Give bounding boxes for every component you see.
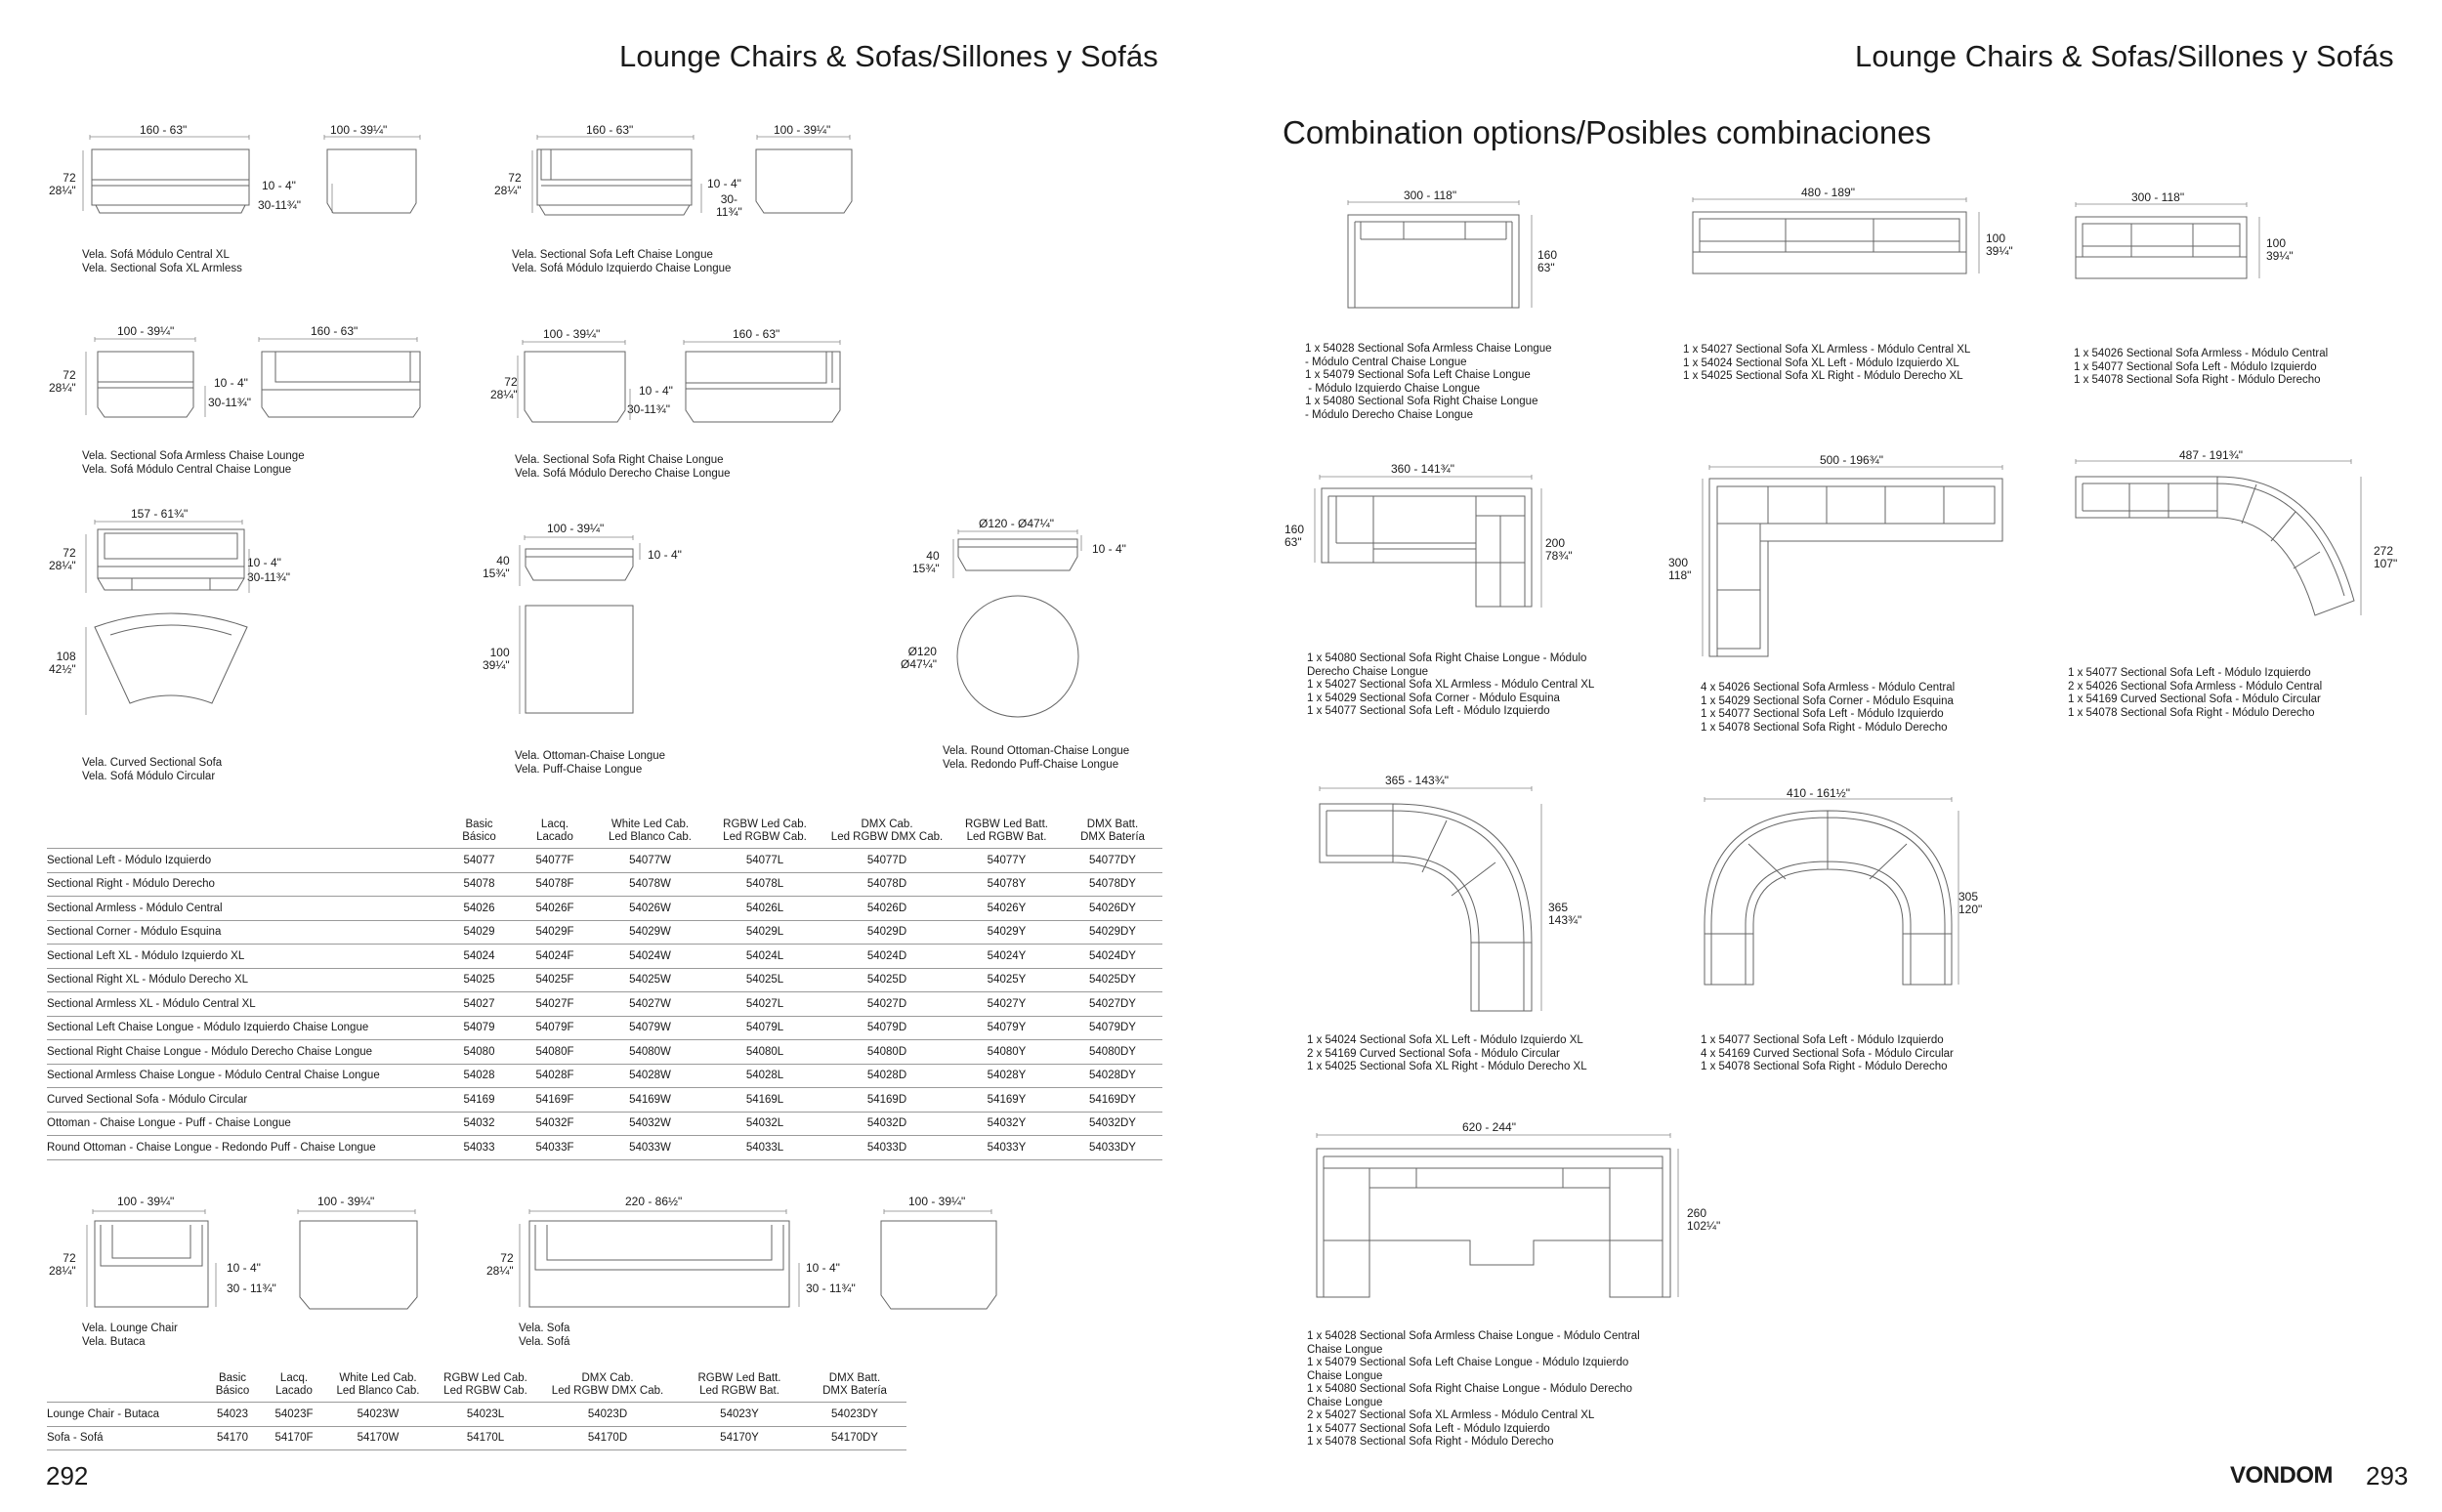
product-code-cell: 54024Y: [950, 945, 1063, 969]
combo-2-drawing: [1688, 197, 1991, 280]
combo-3-list: 1 x 54026 Sectional Sofa Armless - Módulo Central 1 x 54077 Sectional Sofa Left - Módulo Izquierdo 1 x 54078 Sectional Sofa Right - Módulo Derecho: [2074, 348, 2329, 386]
caption-central-xl: Vela. Sofá Módulo Central XL Vela. Sectional Sofa XL Armless: [82, 249, 242, 274]
product-code-cell: 54032: [442, 1112, 516, 1136]
dim-height: 72 28¼": [494, 171, 522, 197]
product-code-cell: 54027W: [594, 992, 706, 1017]
product-name-cell: Sectional Right - Módulo Derecho: [47, 872, 442, 897]
drawing-lounge-chair: [83, 1209, 425, 1317]
table-body: [47, 849, 1162, 1160]
product-code-cell: 54026D: [823, 897, 950, 921]
table-row: [47, 1016, 1162, 1040]
product-name-cell: Sectional Right XL - Módulo Derecho XL: [47, 968, 442, 992]
product-code-cell: 54023W: [324, 1403, 432, 1427]
product-code-cell: 54032Y: [950, 1112, 1063, 1136]
dim-depth: 100 - 39¼": [330, 123, 388, 137]
combo-2-list: 1 x 54027 Sectional Sofa XL Armless - Módulo Central XL 1 x 54024 Sectional Sofa XL Left - Módulo Izquierdo XL 1 x 54025 Sectional Sofa XL Right - Módulo Derecho XL: [1683, 344, 1971, 382]
product-code-cell: 54029DY: [1063, 920, 1162, 945]
product-code-cell: 54080Y: [950, 1040, 1063, 1065]
product-code-cell: 54079F: [516, 1016, 594, 1040]
combo-9-list: 1 x 54028 Sectional Sofa Armless Chaise Longue - Módulo Central Chaise Longue 1 x 54079 Sectional Sofa Left Chaise Longue - Módulo Izquierdo Chaise Longue 1 x 54080 Sectional Sofa Right Chaise Longue - Módulo Derecho Chaise Longue 2 x 54027 Sectional Sofa XL Armless - Módulo Central XL 1 x 54077 Sectional Sofa Left - Módulo Izquierdo 1 x 54078 Sectional Sofa Right - Módulo Derecho: [1307, 1330, 1640, 1448]
product-code-cell: 54033DY: [1063, 1136, 1162, 1160]
combo-4-width: 360 - 141¾": [1391, 462, 1454, 476]
table-row: [47, 968, 1162, 992]
product-code-cell: 54032D: [823, 1112, 950, 1136]
product-code-cell: 54025: [442, 968, 516, 992]
lounge-code-table: [47, 1372, 906, 1450]
col-header-white-led: White Led Cab. Led Blanco Cab.: [608, 819, 693, 843]
dim-diameter: Ø120 - Ø47¼": [979, 517, 1054, 530]
combo-7-width: 365 - 143¾": [1385, 774, 1449, 787]
caption-armless-chaise: Vela. Sectional Sofa Armless Chaise Lounge Vela. Sofá Módulo Central Chaise Longue: [82, 450, 305, 476]
product-code-cell: 54027Y: [950, 992, 1063, 1017]
product-code-cell: 54027D: [823, 992, 950, 1017]
product-code-cell: 54078: [442, 872, 516, 897]
col-header-white-led: White Led Cab. Led Blanco Cab.: [336, 1372, 420, 1397]
dim-diameter-side: Ø120 Ø47¼": [901, 645, 937, 671]
dim-height: 40 15¾": [912, 549, 940, 575]
col-header-lacquered: Lacq. Lacado: [536, 819, 573, 843]
combo-6-list: 1 x 54077 Sectional Sofa Left - Módulo Izquierdo 2 x 54026 Sectional Sofa Armless - Módulo Central 1 x 54169 Curved Sectional Sofa - Módulo Circular 1 x 54078 Sectional Sofa Right - Módulo Derecho: [2068, 667, 2323, 719]
drawing-armless-chaise: [83, 337, 425, 425]
product-code-cell: 54078D: [823, 872, 950, 897]
combo-7-drawing: [1315, 786, 1549, 1016]
dim-depth: 100 - 39¼": [317, 1195, 375, 1208]
combination-title: Combination options/Posibles combinaciones: [1283, 114, 1932, 150]
caption-right-chaise: Vela. Sectional Sofa Right Chaise Longue Vela. Sofá Módulo Derecho Chaise Longue: [515, 454, 731, 480]
combo-3-drawing: [2071, 202, 2266, 285]
product-code-cell: 54169: [442, 1088, 516, 1113]
product-code-cell: 54169DY: [1063, 1088, 1162, 1113]
dim-height: 40 15¾": [483, 554, 510, 580]
combo-8-width: 410 - 161½": [1787, 786, 1850, 800]
dim-height: 72 28¼": [49, 1251, 76, 1278]
dim-width: 100 - 39¼": [547, 522, 605, 535]
left-page-title: Lounge Chairs & Sofas/Sillones y Sofás: [619, 39, 1158, 73]
product-code-cell: 54080: [442, 1040, 516, 1065]
product-code-cell: 54024: [442, 945, 516, 969]
right-page-title: Lounge Chairs & Sofas/Sillones y Sofás: [1855, 39, 2394, 73]
page-number-right: 293: [2366, 1461, 2409, 1491]
combo-6-drawing: [2071, 459, 2374, 625]
product-code-cell: 54032DY: [1063, 1112, 1162, 1136]
combo-5-list: 4 x 54026 Sectional Sofa Armless - Módulo Central 1 x 54029 Sectional Sofa Corner - Módulo Esquina 1 x 54077 Sectional Sofa Left - Módulo Izquierdo 1 x 54078 Sectional Sofa Right - Módulo Derecho: [1701, 682, 1956, 734]
dim-seat: 10 - 4": [227, 1261, 261, 1275]
product-name-cell: Sectional Corner - Módulo Esquina: [47, 920, 442, 945]
product-code-cell: 54027DY: [1063, 992, 1162, 1017]
dim-seat-height: 30-11¾": [627, 402, 671, 416]
product-code-cell: 54026W: [594, 897, 706, 921]
dim-height: 72 28¼": [49, 368, 76, 395]
product-code-cell: 54079L: [706, 1016, 823, 1040]
product-code-cell: 54025D: [823, 968, 950, 992]
product-code-cell: 54024L: [706, 945, 823, 969]
col-header-dmx: DMX Cab. Led RGBW DMX Cab.: [830, 819, 944, 843]
col-header-basic: Basic Básico: [215, 1372, 250, 1397]
dim-height: 72 28¼": [49, 171, 76, 197]
product-code-cell: 54170: [201, 1426, 264, 1450]
dim-width: 100 - 39¼": [117, 1195, 175, 1208]
drawing-sofa: [518, 1209, 1006, 1317]
product-name-cell: Sectional Left - Módulo Izquierdo: [47, 849, 442, 873]
combo-6-depth: 272 107": [2374, 544, 2398, 570]
product-name-cell: Sectional Armless Chaise Longue - Módulo Central Chaise Longue: [47, 1064, 442, 1088]
product-code-cell: 54169F: [516, 1088, 594, 1113]
product-code-cell: 54077D: [823, 849, 950, 873]
product-code-cell: 54023Y: [676, 1403, 803, 1427]
drawing-left-chaise: [527, 135, 860, 223]
col-header-name: [47, 819, 442, 849]
product-code-cell: 54029D: [823, 920, 950, 945]
product-code-cell: 54024F: [516, 945, 594, 969]
product-code-cell: 54023DY: [803, 1403, 906, 1427]
product-code-cell: 54025Y: [950, 968, 1063, 992]
table-row: [47, 897, 1162, 921]
table-row: [47, 920, 1162, 945]
product-code-cell: 54028DY: [1063, 1064, 1162, 1088]
product-code-cell: 54028Y: [950, 1064, 1063, 1088]
combo-8-list: 1 x 54077 Sectional Sofa Left - Módulo Izquierdo 4 x 54169 Curved Sectional Sofa - Módulo Circular 1 x 54078 Sectional Sofa Right - Módulo Derecho: [1701, 1034, 1954, 1072]
product-code-cell: 54033Y: [950, 1136, 1063, 1160]
col-header-rgbw-batt: RGBW Led Batt. Led RGBW Bat.: [964, 819, 1048, 843]
combo-6-width: 487 - 191¾": [2179, 448, 2243, 462]
product-code-cell: 54029W: [594, 920, 706, 945]
drawing-curved: [83, 520, 259, 764]
product-code-cell: 54026F: [516, 897, 594, 921]
product-code-cell: 54026Y: [950, 897, 1063, 921]
combo-5-depth: 300 118": [1668, 556, 1692, 582]
table-row: [47, 1064, 1162, 1088]
dim-seat-height: 30 - 11¾": [227, 1281, 276, 1295]
product-code-cell: 54170F: [264, 1426, 324, 1450]
dim-seat-height: 30-11¾": [247, 570, 291, 584]
product-code-cell: 54078Y: [950, 872, 1063, 897]
dim-seat: 10 - 4": [262, 179, 296, 192]
product-code-cell: 54077: [442, 849, 516, 873]
combo-2-width: 480 - 189": [1801, 186, 1855, 199]
product-code-cell: 54080D: [823, 1040, 950, 1065]
table-row: [47, 992, 1162, 1017]
table-row: [47, 1112, 1162, 1136]
dim-width: 160 - 63": [733, 327, 780, 341]
product-code-cell: 54079W: [594, 1016, 706, 1040]
product-code-cell: 54078DY: [1063, 872, 1162, 897]
dim-height: 72 28¼": [49, 546, 76, 572]
product-code-cell: 54170D: [539, 1426, 676, 1450]
product-code-cell: 54025F: [516, 968, 594, 992]
combo-5-drawing: [1700, 465, 2012, 660]
dim-seat: 10 - 4": [247, 556, 281, 569]
combo-3-depth: 100 39¼": [2266, 236, 2294, 263]
product-code-cell: 54029Y: [950, 920, 1063, 945]
drawing-central-xl: [78, 135, 430, 223]
col-header-lacquered: Lacq. Lacado: [275, 1372, 313, 1397]
dim-depth: 100 - 39¼": [117, 324, 175, 338]
col-header-rgbw-batt: RGBW Led Batt. Led RGBW Bat.: [697, 1372, 781, 1397]
product-code-cell: 54027F: [516, 992, 594, 1017]
product-code-cell: 54028L: [706, 1064, 823, 1088]
col-header-dmx-batt: DMX Batt. DMX Batería: [822, 1372, 887, 1397]
product-code-cell: 54025W: [594, 968, 706, 992]
dim-width: 220 - 86½": [625, 1195, 683, 1208]
product-code-cell: 54079DY: [1063, 1016, 1162, 1040]
product-code-cell: 54023L: [432, 1403, 539, 1427]
dim-seat: 10 - 4": [707, 177, 741, 190]
dim-depth: 108 42½": [49, 650, 76, 676]
table-row: [47, 1040, 1162, 1065]
dim-depth: 100 - 39¼": [543, 327, 601, 341]
product-name-cell: Sofa - Sofá: [47, 1426, 201, 1450]
product-code-cell: 54029F: [516, 920, 594, 945]
product-code-cell: 54079Y: [950, 1016, 1063, 1040]
product-name-cell: Sectional Armless XL - Módulo Central XL: [47, 992, 442, 1017]
product-code-cell: 54077F: [516, 849, 594, 873]
dim-depth: 100 - 39¼": [908, 1195, 966, 1208]
product-code-cell: 54032F: [516, 1112, 594, 1136]
table-row: [47, 849, 1162, 873]
col-header-basic: Basic Básico: [462, 819, 496, 843]
product-code-cell: 54079D: [823, 1016, 950, 1040]
dim-width: 157 - 61¾": [131, 507, 189, 521]
caption-curved: Vela. Curved Sectional Sofa Vela. Sofá Módulo Circular: [82, 757, 223, 782]
combo-9-drawing: [1309, 1133, 1680, 1304]
dim-seat-height: 30-11¾": [258, 198, 302, 212]
product-name-cell: Lounge Chair - Butaca: [47, 1403, 201, 1427]
product-code-cell: 54023: [201, 1403, 264, 1427]
product-code-cell: 54077DY: [1063, 849, 1162, 873]
product-code-cell: 54033: [442, 1136, 516, 1160]
combo-7-depth: 365 143¾": [1548, 901, 1582, 927]
product-code-cell: 54080F: [516, 1040, 594, 1065]
product-code-cell: 54025L: [706, 968, 823, 992]
product-code-cell: 54032L: [706, 1112, 823, 1136]
table-row: [47, 1136, 1162, 1160]
combo-4-left-depth: 160 63": [1284, 523, 1305, 549]
product-name-cell: Sectional Armless - Módulo Central: [47, 897, 442, 921]
product-code-cell: 54026DY: [1063, 897, 1162, 921]
caption-lounge-chair: Vela. Lounge Chair Vela. Butaca: [82, 1323, 178, 1348]
product-code-cell: 54080W: [594, 1040, 706, 1065]
product-code-cell: 54029: [442, 920, 516, 945]
drawing-ottoman: [518, 535, 654, 721]
dim-height: 72 28¼": [486, 1251, 514, 1278]
product-code-cell: 54029L: [706, 920, 823, 945]
product-code-cell: 54028W: [594, 1064, 706, 1088]
product-name-cell: Sectional Left XL - Módulo Izquierdo XL: [47, 945, 442, 969]
combo-1-drawing: [1343, 200, 1538, 313]
product-code-cell: 54169D: [823, 1088, 950, 1113]
combo-2-depth: 100 39¼": [1986, 231, 2013, 258]
dim-width: 160 - 63": [311, 324, 358, 338]
product-code-cell: 54027: [442, 992, 516, 1017]
product-code-cell: 54170L: [432, 1426, 539, 1450]
dim-seat: 10 - 4": [648, 548, 682, 562]
product-code-cell: 54078L: [706, 872, 823, 897]
col-header-name: [47, 1372, 201, 1403]
dim-seat-height: 30-11¾": [208, 396, 252, 409]
product-name-cell: Curved Sectional Sofa - Módulo Circular: [47, 1088, 442, 1113]
product-code-cell: 54077Y: [950, 849, 1063, 873]
drawing-right-chaise: [518, 340, 850, 428]
product-code-cell: 54033D: [823, 1136, 950, 1160]
dim-seat-height: 30 - 11¾": [806, 1281, 856, 1295]
product-code-cell: 54170W: [324, 1426, 432, 1450]
caption-sofa: Vela. Sofa Vela. Sofá: [519, 1323, 570, 1348]
product-code-cell: 54023D: [539, 1403, 676, 1427]
product-name-cell: Ottoman - Chaise Longue - Puff - Chaise Longue: [47, 1112, 442, 1136]
table-row: [47, 1426, 906, 1450]
product-code-cell: 54027L: [706, 992, 823, 1017]
dim-width: 160 - 63": [586, 123, 634, 137]
combo-8-drawing: [1700, 797, 1963, 992]
dim-seat: 10 - 4": [639, 384, 673, 398]
product-code-cell: 54169L: [706, 1088, 823, 1113]
combo-1-list: 1 x 54028 Sectional Sofa Armless Chaise Longue - Módulo Central Chaise Longue 1 x 54079 Sectional Sofa Left Chaise Longue - Módulo Izquierdo Chaise Longue 1 x 54080 Sectional Sofa Right Chaise Longue - Módulo Derecho Chaise Longue: [1305, 343, 1552, 421]
product-code-cell: 54078W: [594, 872, 706, 897]
col-header-dmx-batt: DMX Batt. DMX Batería: [1080, 819, 1145, 843]
combo-8-depth: 305 120": [1958, 890, 1983, 916]
combo-5-width: 500 - 196¾": [1820, 453, 1883, 467]
dim-seat: 10 - 4": [806, 1261, 840, 1275]
product-code-cell: 54080DY: [1063, 1040, 1162, 1065]
table-row: [47, 1403, 906, 1427]
dim-seat: 10 - 4": [214, 376, 248, 390]
product-code-cell: 54079: [442, 1016, 516, 1040]
table-row: [47, 945, 1162, 969]
combo-7-list: 1 x 54024 Sectional Sofa XL Left - Módulo Izquierdo XL 2 x 54169 Curved Sectional Sofa - Módulo Circular 1 x 54025 Sectional Sofa XL Right - Módulo Derecho XL: [1307, 1034, 1587, 1072]
table-row: [47, 872, 1162, 897]
dim-depth: 100 - 39¼": [774, 123, 831, 137]
product-code-cell: 54028F: [516, 1064, 594, 1088]
product-code-cell: 54032W: [594, 1112, 706, 1136]
col-header-rgbw-led: RGBW Led Cab. Led RGBW Cab.: [723, 819, 807, 843]
page-number-left: 292: [46, 1461, 89, 1491]
product-code-cell: 54023F: [264, 1403, 324, 1427]
product-code-cell: 54024W: [594, 945, 706, 969]
product-code-cell: 54078F: [516, 872, 594, 897]
table-header-row: [47, 1372, 906, 1403]
product-code-cell: 54170Y: [676, 1426, 803, 1450]
drawing-round-ottoman: [952, 529, 1094, 725]
table-body: [47, 1403, 906, 1450]
combo-4-depth: 200 78¾": [1545, 536, 1573, 563]
product-name-cell: Sectional Right Chaise Longue - Módulo Derecho Chaise Longue: [47, 1040, 442, 1065]
col-header-rgbw-led: RGBW Led Cab. Led RGBW Cab.: [443, 1372, 527, 1397]
combo-9-width: 620 - 244": [1462, 1120, 1516, 1134]
brand-logo: VONDOM: [2230, 1462, 2333, 1489]
product-code-cell: 54080L: [706, 1040, 823, 1065]
product-code-cell: 54024D: [823, 945, 950, 969]
caption-left-chaise: Vela. Sectional Sofa Left Chaise Longue Vela. Sofá Módulo Izquierdo Chaise Longue: [512, 249, 732, 274]
dim-height: 72 28¼": [490, 375, 518, 401]
product-code-cell: 54026L: [706, 897, 823, 921]
combo-9-depth: 260 102¼": [1687, 1206, 1721, 1233]
product-code-cell: 54024DY: [1063, 945, 1162, 969]
combo-4-drawing: [1315, 475, 1549, 611]
product-code-cell: 54028: [442, 1064, 516, 1088]
product-code-cell: 54028D: [823, 1064, 950, 1088]
combo-1-depth: 160 63": [1537, 248, 1558, 274]
product-code-cell: 54170DY: [803, 1426, 906, 1450]
caption-ottoman: Vela. Ottoman-Chaise Longue Vela. Puff-Chaise Longue: [515, 750, 666, 776]
table-row: [47, 1088, 1162, 1113]
combo-3-width: 300 - 118": [2131, 190, 2185, 204]
product-name-cell: Round Ottoman - Chaise Longue - Redondo Puff - Chaise Longue: [47, 1136, 442, 1160]
dim-depth: 100 39¼": [483, 646, 510, 672]
dim-seat: 10 - 4": [1092, 542, 1126, 556]
dim-width: 160 - 63": [140, 123, 188, 137]
combo-1-width: 300 - 118": [1404, 189, 1457, 202]
product-code-cell: 54033L: [706, 1136, 823, 1160]
product-code-cell: 54033W: [594, 1136, 706, 1160]
product-code-cell: 54169W: [594, 1088, 706, 1113]
product-code-table: [47, 819, 1162, 1160]
col-header-dmx: DMX Cab. Led RGBW DMX Cab.: [551, 1372, 664, 1397]
product-code-cell: 54077L: [706, 849, 823, 873]
caption-round-ottoman: Vela. Round Ottoman-Chaise Longue Vela. Redondo Puff-Chaise Longue: [943, 745, 1130, 771]
product-code-cell: 54026: [442, 897, 516, 921]
product-code-cell: 54077W: [594, 849, 706, 873]
product-code-cell: 54169Y: [950, 1088, 1063, 1113]
product-code-cell: 54033F: [516, 1136, 594, 1160]
product-code-cell: 54025DY: [1063, 968, 1162, 992]
dim-seat-height: 30- 11¾": [716, 192, 742, 219]
product-name-cell: Sectional Left Chaise Longue - Módulo Izquierdo Chaise Longue: [47, 1016, 442, 1040]
combo-4-list: 1 x 54080 Sectional Sofa Right Chaise Longue - Módulo Derecho Chaise Longue 1 x 54027 Sectional Sofa XL Armless - Módulo Central XL 1 x 54029 Sectional Sofa Corner - Módulo Esquina 1 x 54077 Sectional Sofa Left - Módulo Izquierdo: [1307, 652, 1595, 717]
table-header-row: [47, 819, 1162, 849]
